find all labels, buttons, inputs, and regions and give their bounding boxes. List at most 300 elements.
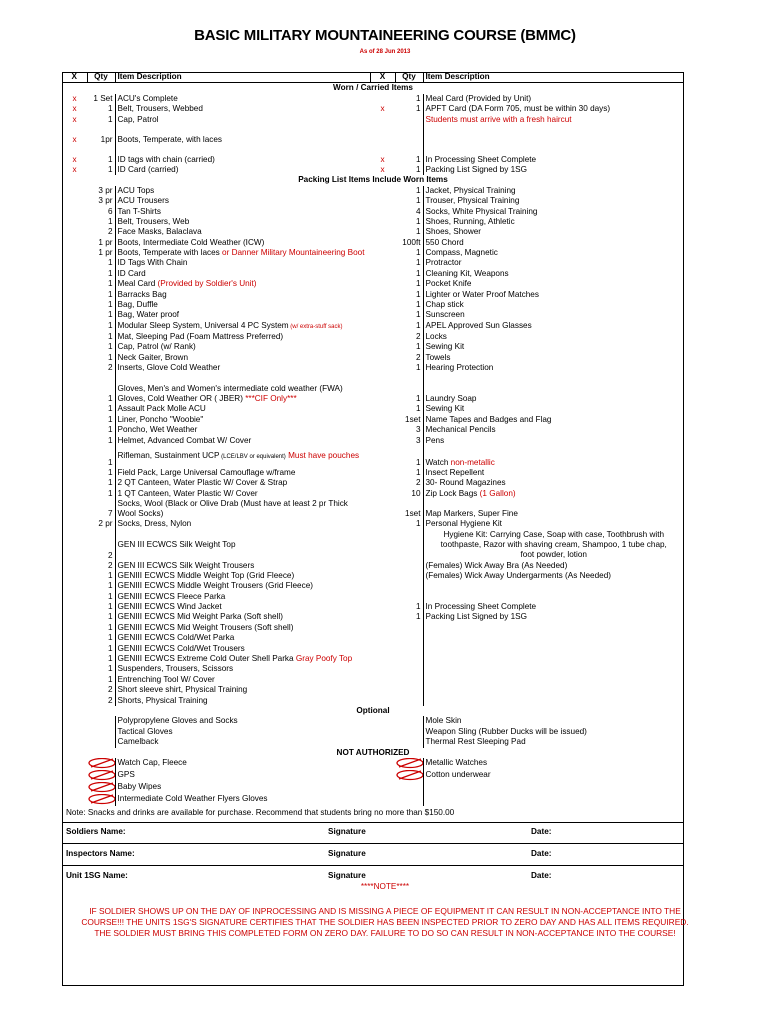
item-description [423, 290, 684, 300]
item-description [115, 478, 370, 488]
table-row [62, 415, 684, 425]
table-row [62, 373, 684, 404]
check-mark [370, 592, 395, 602]
section-not-authorized [62, 748, 684, 758]
check-mark: x [72, 154, 77, 164]
qty-value [87, 499, 115, 519]
item-text: Pocket Knife [425, 279, 472, 289]
header-item-description: Item Description [115, 72, 370, 83]
item-text: Socks, White Physical Training [425, 206, 538, 216]
item-note-red: (1 Gallon) [477, 488, 516, 498]
item-description [115, 644, 370, 654]
table-row [62, 290, 684, 300]
check-mark [62, 727, 87, 737]
item-text: Modular Sleep System, Universal 4 PC System [117, 320, 289, 330]
check-mark [370, 530, 395, 561]
item-note-red: non-metallic [448, 457, 495, 467]
item-description [423, 530, 684, 561]
check-mark [62, 478, 87, 488]
check-mark [370, 415, 395, 425]
soldier-signature-label: Signature [328, 827, 366, 836]
check-mark: x [72, 134, 77, 144]
check-mark [370, 238, 395, 248]
table-row [62, 94, 684, 104]
item-description: Metallic Watches [425, 757, 488, 767]
item-text: Belt, Trousers, Web [117, 216, 190, 226]
qty-value: 1 [87, 269, 115, 279]
check-mark [370, 654, 395, 664]
item-text: Bag, Water proof [117, 310, 180, 320]
qty-value: 1 [395, 196, 423, 206]
check-mark: x [72, 93, 77, 103]
item-text: Lighter or Water Proof Matches [425, 289, 539, 299]
qty-value: 3 pr [87, 186, 115, 196]
item-text: Towels [425, 352, 451, 362]
table-row [62, 758, 684, 770]
table-row [62, 217, 684, 227]
table-row [62, 310, 684, 320]
qty-value: 1 [87, 675, 115, 685]
document-title: BASIC MILITARY MOUNTAINEERING COURSE (BMMC) [194, 27, 576, 44]
qty-value [395, 571, 423, 581]
qty-value: 2 [395, 353, 423, 363]
prohibited-icon [89, 770, 115, 779]
item-description: Polypropylene Gloves and Socks [117, 716, 238, 726]
qty-value [395, 664, 423, 674]
check-mark [370, 363, 395, 373]
item-description [423, 571, 684, 581]
table-row [62, 675, 684, 685]
table-row [62, 696, 684, 706]
qty-text: 7 [107, 509, 113, 519]
item-description [423, 794, 684, 806]
item-description [115, 602, 370, 612]
check-mark [370, 633, 395, 643]
table-row [62, 561, 684, 571]
table-row [62, 446, 684, 468]
item-text: ID Card [117, 268, 146, 278]
qty-value [87, 716, 115, 726]
item-description [423, 675, 684, 685]
check-mark [370, 404, 395, 414]
item-description [423, 415, 684, 425]
item-text: Face Masks, Balaclava [117, 227, 202, 237]
item-text: Poncho, Wet Weather [117, 425, 198, 435]
item-description [115, 227, 370, 237]
snacks-note: Note: Snacks and drinks are available for purchase. Recommend that students bring no more than $150.00 [66, 808, 455, 817]
item-description [115, 685, 370, 695]
qty-value: 1 [87, 279, 115, 289]
item-text: 1 QT Canteen, Water Plastic W/ Cover [117, 488, 258, 498]
table-row [62, 104, 684, 114]
qty-value: 1 [395, 612, 423, 622]
item-text: Zip Lock Bags [425, 488, 478, 498]
table-row [62, 115, 684, 135]
qty-text: 2 [107, 550, 113, 560]
qty-value [87, 530, 115, 561]
table-row [62, 664, 684, 674]
check-mark [370, 94, 395, 104]
item-description [423, 94, 684, 104]
item-description [423, 644, 684, 654]
item-text: GENIII ECWCS Wind Jacket [117, 602, 222, 612]
item-description [423, 248, 684, 258]
table-row [62, 530, 684, 561]
qty-value: 1 [87, 581, 115, 591]
item-text: ACU's Complete [117, 93, 178, 103]
qty-value: 1 [395, 468, 423, 478]
table-row [62, 404, 684, 414]
check-mark [62, 196, 87, 206]
check-mark [62, 519, 87, 529]
item-description [115, 165, 370, 175]
table-row [62, 165, 684, 175]
check-mark [370, 115, 395, 135]
item-note-red: Must have pouches [285, 451, 360, 461]
qty-value: 6 [87, 207, 115, 217]
item-description [115, 321, 370, 332]
table-row [62, 737, 684, 747]
check-mark: x [380, 104, 385, 114]
item-description [423, 425, 684, 435]
check-mark [370, 770, 395, 782]
check-mark [62, 675, 87, 685]
qty-value [87, 373, 115, 404]
table-row [62, 571, 684, 581]
item-description [115, 654, 370, 664]
section-not-authorized-label: NOT AUTHORIZED [336, 747, 410, 757]
item-text: Shoes, Running, Athletic [425, 216, 515, 226]
note-heading: ****NOTE**** [360, 882, 410, 891]
item-description [423, 373, 684, 404]
table-row [62, 478, 684, 488]
qty-value: 1 [87, 612, 115, 622]
qty-value: 1 [87, 633, 115, 643]
check-mark [370, 135, 395, 155]
check-mark [62, 623, 87, 633]
item-description [423, 353, 684, 363]
section-packing-list [62, 175, 684, 185]
check-mark [62, 664, 87, 674]
check-mark [62, 612, 87, 622]
prohibited-icon [397, 770, 423, 779]
qty-value [395, 115, 423, 135]
item-description [423, 342, 684, 352]
qty-value [395, 373, 423, 404]
item-description [423, 664, 684, 674]
item-description [423, 321, 684, 332]
qty-value: 1 [87, 321, 115, 332]
item-text: GENIII ECWCS Extreme Cold Outer Shell Parka [117, 654, 294, 664]
header-qty-right: Qty [395, 72, 423, 83]
check-mark [370, 675, 395, 685]
table-row [62, 238, 684, 248]
qty-value: 1 [395, 300, 423, 310]
item-text: Packing List Signed by 1SG [425, 612, 527, 622]
table-row [62, 623, 684, 633]
qty-value: 1set [395, 415, 423, 425]
item-description [115, 196, 370, 206]
check-mark [62, 581, 87, 591]
qty-value: 1 [87, 489, 115, 499]
qty-value: 2 [395, 478, 423, 488]
item-description [115, 404, 370, 414]
item-description [423, 300, 684, 310]
check-mark [370, 696, 395, 706]
qty-text: 1set [405, 509, 421, 519]
item-description: Weapon Sling (Rubber Ducks will be issued) [425, 726, 587, 736]
item-description [115, 115, 370, 135]
item-description [115, 592, 370, 602]
item-description [115, 675, 370, 685]
check-mark [62, 217, 87, 227]
item-text: Packing List Signed by 1SG [425, 164, 527, 174]
section-packing-list-label: Packing List Items Include Worn Items [298, 175, 448, 185]
inspector-name-label: Inspectors Name: [66, 849, 135, 858]
qty-value: 1 [87, 332, 115, 342]
qty-value: 1 [395, 104, 423, 114]
item-text: foot powder, lotion [520, 549, 587, 559]
item-description [115, 612, 370, 622]
qty-value: 1 [395, 446, 423, 468]
item-text: GEN III ECWCS Silk Weight Trousers [117, 560, 255, 570]
check-mark [370, 623, 395, 633]
qty-value: 2 [87, 227, 115, 237]
table-row [62, 300, 684, 310]
item-description [423, 561, 684, 571]
item-text: Compass, Magnetic [425, 248, 498, 258]
item-text: Hearing Protection [425, 362, 494, 372]
qty-value: 1 [87, 654, 115, 664]
item-text: Jacket, Physical Training [425, 185, 516, 195]
item-text: (Females) Wick Away Undergarments (As Needed) [425, 570, 611, 580]
item-description: Intermediate Cold Weather Flyers Gloves [117, 793, 268, 803]
qty-value: 1 [87, 592, 115, 602]
item-description [115, 155, 370, 165]
item-text: GEN III ECWCS Silk Weight Top [117, 540, 236, 549]
table-row [62, 196, 684, 206]
table-row [62, 794, 684, 806]
qty-value: 1 [395, 94, 423, 104]
item-text: GENIII ECWCS Middle Weight Trousers (Grid Fleece) [117, 581, 313, 591]
check-mark [62, 310, 87, 320]
item-text: ID Card (carried) [117, 164, 179, 174]
item-description [423, 623, 684, 633]
table-row [62, 332, 684, 342]
item-text: ACU Trousers [117, 196, 169, 206]
check-mark [370, 425, 395, 435]
item-description [423, 310, 684, 320]
item-text: Boots, Temperate, with laces [117, 134, 223, 144]
item-text: GENIII ECWCS Cold/Wet Trousers [117, 643, 245, 653]
check-mark: x [380, 154, 385, 164]
qty-value [395, 696, 423, 706]
check-mark: x [72, 104, 77, 114]
qty-value: 1 [87, 436, 115, 446]
item-description [115, 519, 370, 529]
item-description [423, 332, 684, 342]
item-description: Tactical Gloves [117, 726, 173, 736]
qty-value: 1 [395, 519, 423, 529]
1sg-date-label: Date: [531, 871, 552, 880]
item-description [115, 207, 370, 217]
qty-value: 1 [87, 258, 115, 268]
check-mark [370, 727, 395, 737]
item-description [423, 135, 684, 155]
check-mark [62, 654, 87, 664]
check-mark [62, 592, 87, 602]
check-mark [370, 321, 395, 332]
no-symbol-icon [62, 770, 87, 782]
check-mark [370, 468, 395, 478]
item-text: Pens [425, 435, 445, 445]
item-description [423, 155, 684, 165]
item-description [423, 363, 684, 373]
item-text: Cap, Patrol (w/ Rank) [117, 342, 196, 352]
table-row [62, 633, 684, 643]
header-qty: Qty [87, 72, 115, 83]
item-text: Cap, Patrol [117, 114, 159, 124]
check-mark [62, 499, 87, 519]
check-mark [62, 279, 87, 289]
qty-value: 2 pr [87, 519, 115, 529]
qty-value [395, 716, 423, 726]
check-mark [370, 258, 395, 268]
item-description [115, 310, 370, 320]
check-mark [62, 300, 87, 310]
table-row [62, 425, 684, 435]
qty-value [395, 758, 423, 770]
qty-value [395, 530, 423, 561]
qty-value: 1 [87, 310, 115, 320]
table-row [62, 436, 684, 446]
check-mark [370, 217, 395, 227]
check-mark [370, 758, 395, 770]
item-text: Chap stick [425, 300, 464, 310]
qty-value: 3 [395, 425, 423, 435]
item-description [423, 196, 684, 206]
check-mark [62, 321, 87, 332]
check-mark [62, 716, 87, 726]
section-worn-carried-label: Worn / Carried Items [333, 83, 413, 93]
check-mark [370, 436, 395, 446]
qty-value: 1 [87, 404, 115, 414]
check-mark [62, 737, 87, 747]
item-text: Mat, Sleeping Pad (Foam Mattress Preferred) [117, 331, 284, 341]
qty-value: 1 [87, 446, 115, 468]
item-text: Students must arrive with a fresh haircut [425, 114, 572, 124]
check-mark [62, 468, 87, 478]
item-text: Sewing Kit [425, 404, 465, 414]
item-description [115, 332, 370, 342]
item-text: Sunscreen [425, 310, 465, 320]
item-text: Cleaning Kit, Weapons [425, 268, 509, 278]
qty-value [395, 794, 423, 806]
qty-value: 1 [395, 186, 423, 196]
qty-value: 1 [87, 571, 115, 581]
check-mark [370, 310, 395, 320]
section-worn-carried [62, 83, 684, 94]
table-row [62, 363, 684, 373]
qty-value: 1 [87, 664, 115, 674]
qty-value: 1 [395, 279, 423, 289]
item-text: Hygiene Kit: Carrying Case, Soap with case, Toothbrush with [443, 529, 665, 539]
check-mark [62, 446, 87, 468]
qty-value: 1 [87, 290, 115, 300]
packing-list-table [62, 72, 684, 806]
check-mark [62, 186, 87, 196]
item-text: Mechanical Pencils [425, 425, 496, 435]
check-mark [62, 530, 87, 561]
check-mark [370, 602, 395, 612]
qty-value: 1 [395, 310, 423, 320]
item-text: Insect Repellent [425, 467, 485, 477]
item-text: Helmet, Advanced Combat W/ Cover [117, 435, 252, 445]
item-description [115, 696, 370, 706]
check-mark [370, 478, 395, 488]
qty-value: 3 pr [87, 196, 115, 206]
header-x: X [62, 72, 87, 83]
item-text: Belt, Trousers, Webbed [117, 104, 203, 114]
item-description [423, 404, 684, 414]
item-description [115, 499, 370, 519]
check-mark [62, 415, 87, 425]
item-description [423, 269, 684, 279]
qty-value: 10 [395, 489, 423, 499]
qty-value: 1 [395, 404, 423, 414]
table-row [62, 612, 684, 622]
item-text: 30- Round Magazines [425, 478, 506, 488]
table-row [62, 644, 684, 654]
qty-value [395, 685, 423, 695]
item-text: GENIII ECWCS Mid Weight Trousers (Soft shell) [117, 622, 294, 632]
item-description [115, 342, 370, 352]
check-mark [370, 782, 395, 794]
qty-value [395, 737, 423, 747]
item-description [423, 519, 684, 529]
check-mark [370, 290, 395, 300]
check-mark [62, 342, 87, 352]
item-text: Entrenching Tool W/ Cover [117, 674, 215, 684]
qty-value: 2 [87, 696, 115, 706]
qty-value [87, 770, 115, 782]
item-text: Locks [425, 331, 447, 341]
prohibited-icon [89, 794, 115, 803]
table-row [62, 499, 684, 519]
qty-value: 1 [87, 300, 115, 310]
item-description [115, 489, 370, 499]
item-description [423, 186, 684, 196]
qty-value: 1 [87, 478, 115, 488]
check-mark: x [380, 164, 385, 174]
qty-value [395, 623, 423, 633]
item-description [115, 135, 370, 155]
qty-value: 1 [395, 269, 423, 279]
item-description [115, 94, 370, 104]
qty-value: 1 [87, 602, 115, 612]
table-row [62, 321, 684, 332]
qty-value [395, 581, 423, 591]
item-text: In Processing Sheet Complete [425, 602, 537, 612]
no-symbol-icon [62, 782, 87, 794]
item-text: Watch [425, 457, 449, 467]
qty-value: 1 [87, 115, 115, 135]
check-mark [370, 489, 395, 499]
item-text: In Processing Sheet Complete [425, 154, 537, 164]
check-mark [62, 207, 87, 217]
qty-value [395, 561, 423, 571]
qty-value [395, 770, 423, 782]
